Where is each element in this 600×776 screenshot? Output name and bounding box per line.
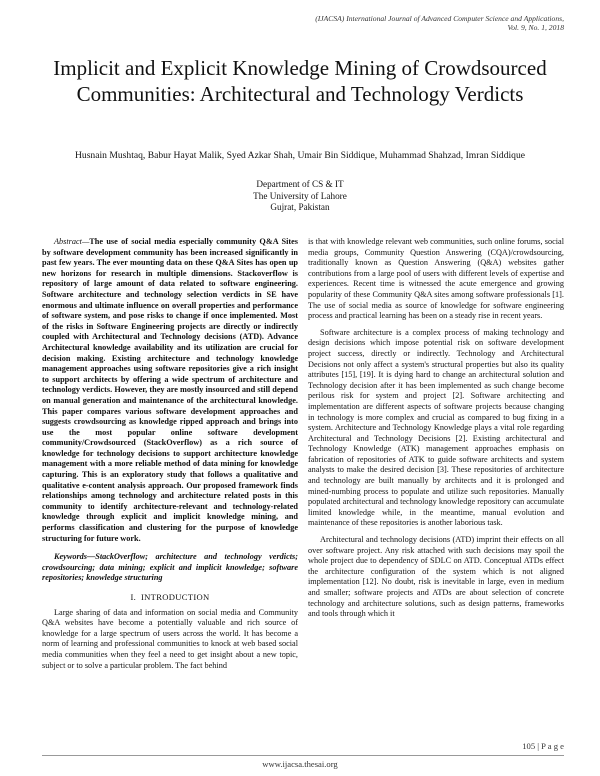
footer-divider (42, 755, 564, 756)
left-column (42, 237, 298, 671)
intro-paragraph-3: Architectural and technology decisions (ATD) imprint their effects on all over software project. Any risk attached with such decisions may spoil the whole project due to dependency of SDLC on ATD. Conceptual ATDs effect the architecture configuration of the system which is not aligned implementation [12]. No doubt, risk is inevitable in large, even in medium and smaller; software projects and ATDs are about selection of concrete technology and architecture solutions, such as design patterns, frameworks and tools through which it (308, 535, 564, 619)
section-heading-introduction (42, 592, 298, 603)
section-title-initial: I (140, 592, 145, 602)
affiliation-department: Department of CS & IT (256, 179, 344, 189)
section-number: I. (130, 592, 137, 602)
abstract (42, 237, 298, 544)
keywords (42, 552, 298, 584)
affiliation-location: Gujrat, Pakistan (270, 202, 330, 213)
page-number: 105 | P a g e (522, 741, 564, 751)
keywords-label: Keywords— (54, 552, 96, 562)
keywords-text: StackOverflow; architecture and technology verdicts; crowdsourcing; data mining; explicit and implicit knowledge; software repositories; knowledge structuring (42, 552, 298, 583)
journal-name: (IJACSA) International Journal of Advanced Computer Science and Applications, (315, 14, 564, 23)
paper-title: Implicit and Explicit Knowledge Mining of Crowdsourced Communities: Architectural and Technology Verdicts (53, 56, 547, 106)
affiliation (200, 179, 400, 214)
intro-paragraph-1-continued: is that with knowledge relevant web communities, such online forums, social media groups, Community Question Answering (CQA)/crowdsourcing, traditionally known as Question Answering (Q&A) websites gather contributions from a large pool of users with different levels of expertise and experiences. Recent time is witnessed the acute emergence and growing popularity of these Community Q&A sites among software professionals [1]. The use of social media as source of knowledge for software engineering process and practical learning has been on a steady rise in recent years. (308, 237, 564, 321)
section-title-rest: NTRODUCTION (144, 592, 210, 602)
footer-url: www.ijacsa.thesai.org (262, 759, 338, 769)
abstract-label: Abstract— (54, 237, 90, 246)
right-column (308, 237, 564, 620)
intro-paragraph-1: Large sharing of data and information on social media and Community Q&A websites have become a potentially valuable and rich source of knowledge for a large spectrum of users across the world. It has become a norm of learning and professional communities to knock at web based social media communities when they feel a need to get insight about a new topic, subject or to solve a particular problem. The fact behind (42, 607, 298, 670)
author-list: Husnain Mushtaq, Babur Hayat Malik, Syed Azkar Shah, Umair Bin Siddique, Muhammad Shahzad, Imran Siddique (74, 150, 526, 161)
affiliation-university: The University of Lahore (253, 190, 347, 201)
abstract-text: The use of social media especially community Q&A Sites by software development community has been increased significantly in past few years. The ever mounting data on these Q&A Sites has open up new horizons for research in multiple dimensions. Stackoverflow is repository of large amount of data related to software engineering. Software architecture and technology selection verdicts in SE have enormous and ultimate influence on overall properties and performance of software system, and pose risks to change if once implemented. Most of the risks in Software Engineering projects are directly or indirectly coupled with Architectural and Technology decisions (ATD). Advance Architectural knowledge availability and its utilization are crucial for decision making. Existing architecture and technology knowledge management approaches using software repositories give a rich insight to support architects by offering a wide spectrum of architecture and technology verdicts. However, they are mostly insourced and still depend on manual generation and maintenance of the architectural knowledge. This paper compares various software development approaches and suggests crowdsourcing as knowledge ripped approach and brings into use the most popular online software development community/Crowdsourced (StackOverflow) as a rich source of knowledge for technology decisions to support architecture knowledge management with a more reliable method of data mining for knowledge capturing. This is an exploratory study that follows a qualitative and qualitative e-content analysis approach. Our proposed framework finds relationships among technology and architecture related posts in this community to identify architecture-relevant and technology-related knowledge through explicit and implicit knowledge mining, and performs classification and clustering for the purpose of knowledge structuring for future work. (42, 237, 298, 543)
intro-paragraph-2: Software architecture is a complex process of making technology and design decisions which impose potential risk on software development project success, directly or indirectly. Technology and Architectural Decisions not only affect a system's structural properties but also its quality attributes [15], [19]. It is dying hard to change an architectural solution and Technology decision after it has been implemented as such change become perilous risk for system and project [2]. Software architecting and implementation are different aspects of software projects because changing in technology is more complex and crucial as compared to bug fixing in a system. Architecture and Technology Knowledge plays a vital role regarding Architectural and Technology Decisions [2]. Existing architectural and Technology Knowledge (ATK) management approaches emphasis on fabrication of repositories of ATK to guide software architects and system analysts to make the desired decision [3]. These repositories of architecture and technology are built manually by architects and it is prolonged and mined-numbing process to populate and utilize such repositories. Manually populated architectural and technology knowledge repository can accumulate limited knowledge while, in the meantime, manual evolution and maintenance of these repositories is another laborious task. (308, 327, 564, 528)
running-header (144, 14, 564, 33)
journal-volume: Vol. 9, No. 1, 2018 (507, 23, 564, 33)
